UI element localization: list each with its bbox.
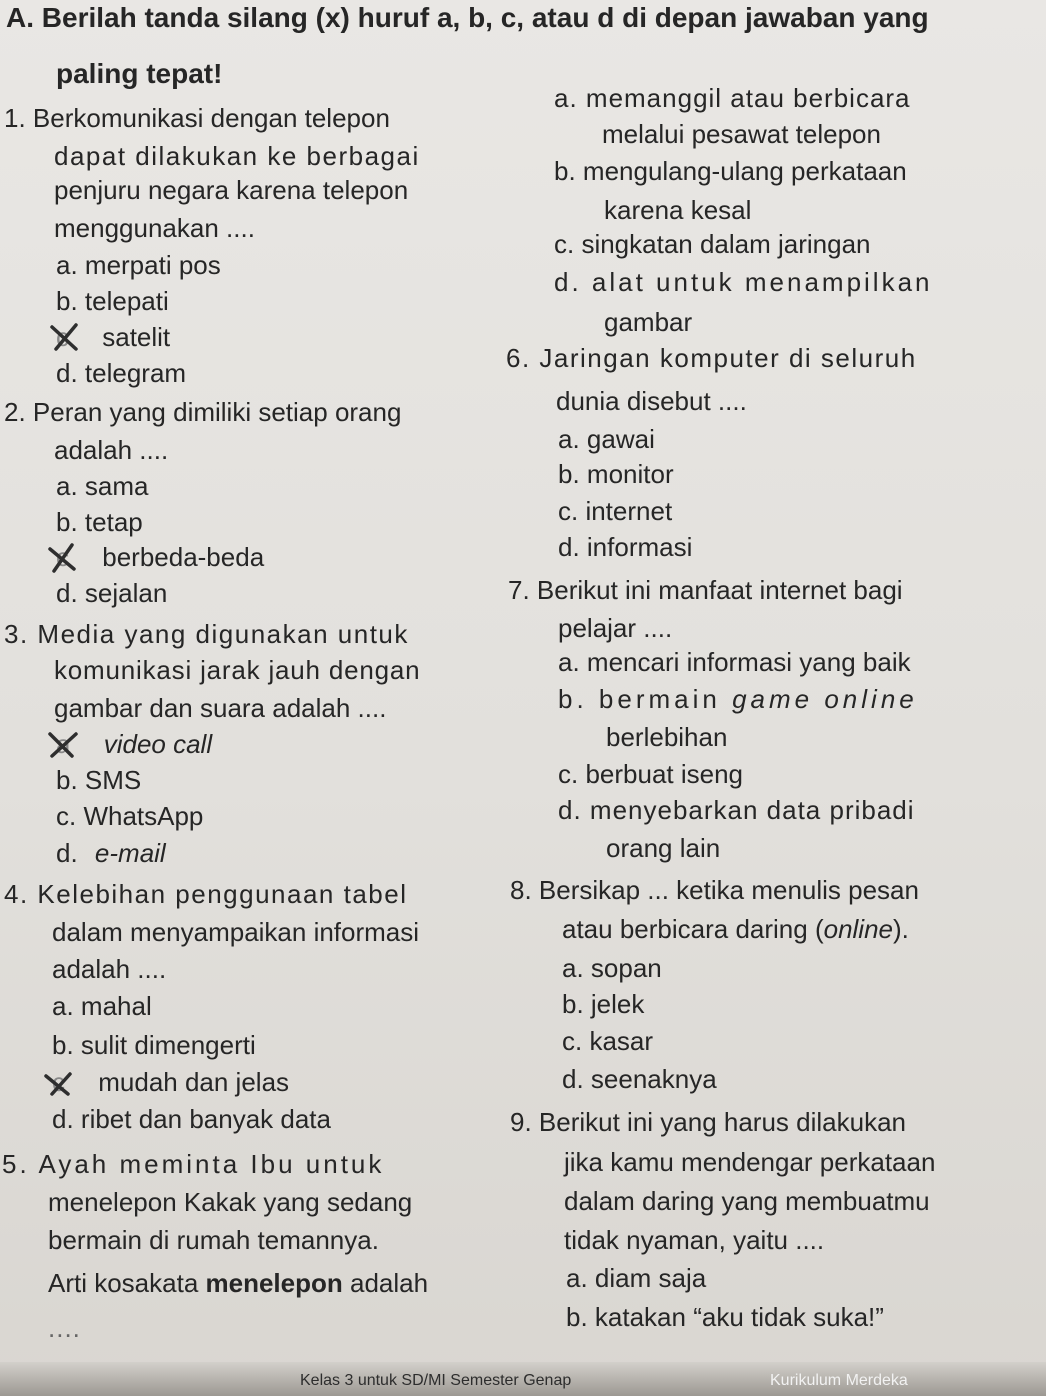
option-b[interactable]: b. katakan “aku tidak suka!”: [566, 1302, 884, 1332]
option-b-cont: karena kesal: [604, 195, 752, 225]
option-a-marked[interactable]: [56, 728, 212, 760]
question-stem: penjuru negara karena telepon: [54, 175, 409, 205]
question-stem: dalam menyampaikan informasi: [52, 917, 420, 947]
question-stem: jika kamu mendengar perkataan: [564, 1147, 936, 1177]
option-text: b. bermain: [558, 684, 733, 714]
option-d[interactable]: [56, 837, 166, 869]
option-b-cont: berlebihan: [606, 722, 728, 752]
footer-left-text: Kelas 3 untuk SD/MI Semester Genap: [300, 1372, 572, 1389]
option-letter: a: [56, 728, 70, 760]
option-b[interactable]: b. jelek: [562, 989, 645, 1019]
option-c[interactable]: c. singkatan dalam jaringan: [554, 229, 871, 259]
option-b[interactable]: [558, 683, 918, 715]
footer-right-text: Kurikulum Merdeka: [770, 1372, 908, 1389]
question-stem: 3. Media yang digunakan untuk: [4, 619, 409, 649]
option-letter: d.: [56, 838, 78, 868]
option-b[interactable]: b. SMS: [56, 765, 142, 795]
question-stem: komunikasi jarak jauh dengan: [54, 655, 421, 685]
option-a[interactable]: a. sopan: [562, 953, 662, 983]
question-stem: 7. Berikut ini manfaat internet bagi: [508, 575, 903, 605]
question-stem: adalah ....: [52, 954, 167, 984]
option-text-italic: game online: [732, 684, 918, 714]
question-stem: 4. Kelebihan penggunaan tabel: [4, 879, 408, 909]
option-a[interactable]: a. mencari informasi yang baik: [558, 647, 911, 677]
option-d[interactable]: d. ribet dan banyak data: [52, 1104, 331, 1134]
option-b[interactable]: b. mengulang-ulang perkataan: [554, 156, 907, 186]
option-d-cont: orang lain: [606, 833, 721, 863]
bold-keyword: menelepon: [205, 1268, 343, 1298]
option-text: video call: [103, 729, 213, 759]
option-a[interactable]: a. diam saja: [566, 1263, 707, 1293]
question-stem: 1. Berkomunikasi dengan telepon: [4, 103, 390, 133]
option-d[interactable]: d. telegram: [56, 358, 187, 388]
option-a[interactable]: a. sama: [56, 471, 149, 501]
question-stem: dunia disebut ....: [556, 386, 747, 416]
question-stem-keyword: [48, 1267, 428, 1299]
option-a[interactable]: a. mahal: [52, 991, 152, 1021]
option-d[interactable]: d. sejalan: [56, 578, 168, 608]
option-d[interactable]: d. informasi: [558, 532, 693, 562]
question-stem: 5. Ayah meminta Ibu untuk: [2, 1149, 385, 1179]
option-c-marked[interactable]: [52, 1066, 289, 1098]
option-c[interactable]: c. kasar: [562, 1026, 654, 1056]
question-stem-tail: ....: [48, 1313, 81, 1343]
option-c[interactable]: c. internet: [558, 496, 673, 526]
stem-text: adalah: [342, 1268, 429, 1298]
option-b[interactable]: b. monitor: [558, 459, 674, 489]
option-c-marked[interactable]: [56, 321, 170, 353]
question-stem: 2. Peran yang dimiliki setiap orang: [4, 397, 402, 427]
question-stem: dapat dilakukan ke berbagai: [54, 141, 420, 171]
stem-text: atau berbicara daring (: [562, 914, 824, 944]
option-c[interactable]: c. berbuat iseng: [558, 759, 744, 789]
option-letter: c: [56, 321, 69, 353]
question-stem: dalam daring yang membuatmu: [564, 1186, 930, 1216]
instruction-line-2: paling tepat!: [56, 58, 223, 89]
option-b[interactable]: b. tetap: [56, 507, 143, 537]
option-d[interactable]: d. alat untuk menampilkan: [554, 267, 933, 297]
option-a[interactable]: a. gawai: [558, 424, 655, 454]
option-a[interactable]: a. memanggil atau berbicara: [554, 83, 911, 113]
option-d[interactable]: d. seenaknya: [562, 1064, 717, 1094]
option-c-marked[interactable]: [56, 541, 264, 573]
question-stem: pelajar ....: [558, 613, 673, 643]
instruction-line-1: A. Berilah tanda silang (x) huruf a, b, c, atau d di depan jawaban yang: [6, 2, 929, 33]
question-stem: 9. Berikut ini yang harus dilakukan: [510, 1107, 907, 1137]
option-a[interactable]: a. merpati pos: [56, 250, 221, 280]
option-text: satelit: [102, 322, 171, 352]
question-stem: [562, 913, 909, 945]
question-stem: tidak nyaman, yaitu ....: [564, 1225, 825, 1255]
question-stem: 8. Bersikap ... ketika menulis pesan: [510, 875, 919, 905]
stem-text-italic: online: [823, 914, 894, 944]
option-a-cont: melalui pesawat telepon: [602, 119, 881, 149]
question-stem: menelepon Kakak yang sedang: [48, 1187, 413, 1217]
question-stem: bermain di rumah temannya.: [48, 1225, 379, 1255]
option-b[interactable]: b. telepati: [56, 286, 169, 316]
option-letter: c: [52, 1066, 65, 1098]
option-b[interactable]: b. sulit dimengerti: [52, 1030, 256, 1060]
question-stem: 6. Jaringan komputer di seluruh: [506, 343, 917, 373]
question-stem: adalah ....: [54, 435, 169, 465]
question-stem: menggunakan ....: [54, 213, 255, 243]
option-text: e-mail: [94, 838, 166, 868]
option-text: berbeda-beda: [102, 542, 265, 572]
stem-text: Arti kosakata: [48, 1268, 206, 1298]
option-text: mudah dan jelas: [98, 1067, 290, 1097]
question-stem: gambar dan suara adalah ....: [54, 693, 387, 723]
option-d[interactable]: d. menyebarkan data pribadi: [558, 795, 915, 825]
stem-text: ).: [893, 914, 909, 944]
option-c[interactable]: c. WhatsApp: [56, 801, 204, 831]
option-d-cont: gambar: [604, 307, 693, 337]
option-letter: c: [56, 541, 69, 573]
